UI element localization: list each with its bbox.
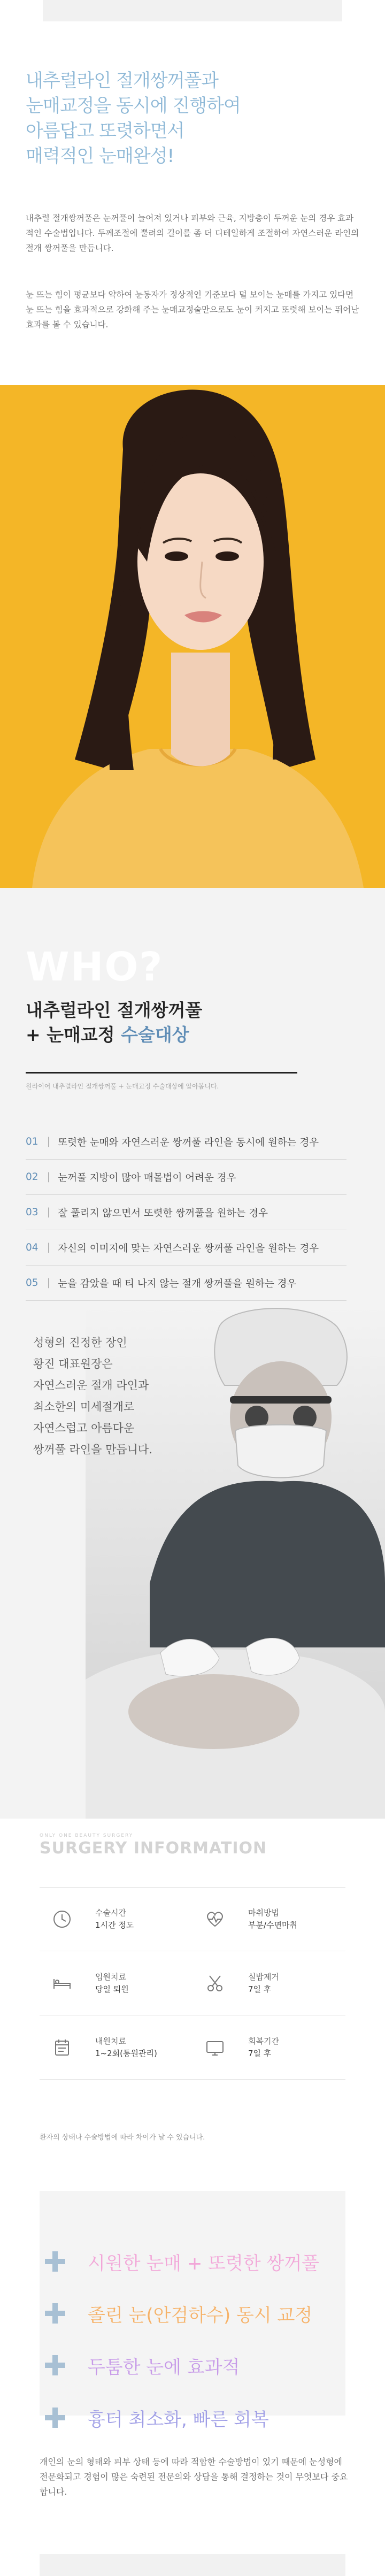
info-text (248, 2035, 279, 2060)
clock-icon (49, 1906, 75, 1932)
list-item-number: 03 (26, 1207, 38, 1218)
who-title: WHO? (26, 944, 164, 990)
who-subtitle-line-1: 내추럴라인 절개쌍꺼풀 (26, 1000, 203, 1021)
info-cell (40, 1951, 192, 2015)
quote-line-5: 자연스럽고 아름다운 (33, 1422, 135, 1435)
benefit-item-1 (45, 2242, 355, 2281)
quote-line-2: 황진 대표원장은 (33, 1358, 113, 1370)
list-item-number: 04 (26, 1242, 38, 1253)
scissors-icon (202, 1971, 228, 1996)
info-label: 내원치료 (95, 2036, 126, 2046)
intro-paragraph-1: 내추럴 절개쌍꺼풀은 눈꺼풀이 늘어져 있거나 피부와 근육, 지방층이 두꺼운 눈의 경우 효과적인 수술법입니다. 두께조절에 뿔려의 길이를 좀 더 디테일하게 조절하여 자연스러운 라인의 절개 쌍꺼풀을 만듭니다. (26, 213, 359, 253)
quote-line-6: 쌍꺼풀 라인을 만듭니다. (33, 1443, 152, 1456)
who-subtitle-prefix: + 눈매교정 (26, 1024, 121, 1045)
list-item-text: 자신의 이미지에 맞는 자연스러운 쌍꺼풀 라인을 원하는 경우 (58, 1243, 319, 1254)
headline-line-2: 눈매교정을 동시에 진행하여 (26, 95, 241, 117)
list-item (26, 1124, 346, 1160)
info-text (95, 2035, 157, 2060)
quote-line-3: 자연스러운 절개 라인과 (33, 1379, 149, 1392)
benefit-text: 흉터 최소화, 빠른 회복 (88, 2409, 269, 2431)
info-label: 회복기간 (248, 2036, 279, 2046)
list-item (26, 1266, 346, 1301)
info-row (40, 2015, 345, 2080)
info-cell (192, 1888, 345, 1951)
benefit-item-4 (45, 2398, 355, 2437)
info-cell (192, 1951, 345, 2015)
plus-icon (45, 2303, 65, 2324)
headline-line-3: 아름답고 또렷하면서 (26, 120, 184, 142)
who-subtitle (26, 998, 202, 1047)
benefit-text: 두툼한 눈에 효과적 (88, 2356, 240, 2378)
quote-line-1: 성형의 진정한 장인 (33, 1336, 127, 1349)
footer-text: 개인의 눈의 형태와 피부 상태 등에 따라 적합한 수술방법이 있기 때문에 눈성형에 전문화되고 경험이 많은 숙련된 전문의와 상담을 통해 결정하는 것이 무엇보다 중요합니다. (40, 2457, 348, 2497)
info-label: 실밥제거 (248, 1972, 279, 1982)
info-text (248, 1971, 279, 1996)
info-value: 부분/수면마취 (248, 1920, 297, 1930)
plus-icon (45, 2355, 65, 2375)
list-item (26, 1230, 346, 1266)
calendar-icon (49, 2035, 75, 2060)
headline-line-4: 매력적인 눈매완성! (26, 145, 174, 167)
info-cell (40, 1888, 192, 1951)
list-item (26, 1160, 346, 1195)
info-label: 마취방법 (248, 1908, 279, 1918)
info-cell (40, 2015, 192, 2079)
intro-headline (26, 68, 325, 169)
benefit-text: 시원한 눈매 + 또렷한 쌍꺼풀 (88, 2252, 320, 2274)
who-subtitle-line-2 (26, 1023, 202, 1047)
surgeon-quote (33, 1332, 172, 1460)
bottom-divider-bar (40, 2554, 345, 2576)
list-item (26, 1195, 346, 1230)
who-subtitle-accent: 수술대상 (121, 1024, 189, 1045)
info-row (40, 1951, 345, 2015)
info-text (95, 1971, 129, 1996)
monitor-icon (202, 2035, 228, 2060)
bed-icon (49, 1971, 75, 1996)
benefit-item-3 (45, 2346, 355, 2385)
list-separator: | (47, 1207, 51, 1218)
who-note: 원라이어 내추럴라인 절개쌍꺼풀 + 눈매교정 수술대상에 알아봅니다. (26, 1083, 219, 1090)
list-item-text: 또렷한 눈매와 자연스러운 쌍꺼풀 라인을 동시에 원하는 경우 (58, 1137, 319, 1148)
headline-line-1: 내추럴라인 절개쌍꺼풀과 (26, 70, 219, 91)
portrait-photo (0, 385, 385, 888)
top-divider-bar (43, 0, 342, 21)
info-text (95, 1907, 134, 1931)
benefit-item-2 (45, 2294, 355, 2333)
info-value: 당일 퇴원 (95, 1984, 129, 1994)
list-item-text: 눈꺼풀 지방이 많아 매몰법이 어려운 경우 (58, 1172, 236, 1184)
list-item-text: 눈을 감았을 때 티 나지 않는 절개 쌍꺼풀을 원하는 경우 (58, 1278, 297, 1290)
info-label: 입원치료 (95, 1972, 126, 1982)
surgery-info-grid (40, 1887, 345, 2080)
list-item-text: 잘 풀리지 않으면서 또렷한 쌍꺼풀을 원하는 경우 (58, 1207, 268, 1219)
info-text (248, 1907, 297, 1931)
woman-portrait-illustration (0, 385, 385, 888)
info-cell (192, 2015, 345, 2079)
info-value: 1~2회(통원관리) (95, 2048, 157, 2058)
list-separator: | (47, 1136, 51, 1147)
benefit-text: 졸린 눈(안검하수) 동시 교정 (88, 2304, 313, 2326)
list-item-number: 05 (26, 1277, 38, 1289)
surgery-eng-small: ONLY ONE BEAUTY SURGERY (40, 1833, 134, 1838)
info-row (40, 1887, 345, 1951)
intro-paragraph-2: 눈 뜨는 힘이 평균보다 약하여 눈동자가 정상적인 기준보다 덜 보이는 눈매를 가지고 있다면 눈 뜨는 힘을 효과적으로 강화해 주는 눈매교정술만으로도 눈이 커지고 또렷해 보이는 뛰어난 효과를 볼 수 있습니다. (26, 290, 359, 329)
list-item-number: 01 (26, 1136, 38, 1147)
list-separator: | (47, 1242, 51, 1253)
info-value: 7일 후 (248, 2048, 272, 2058)
who-candidate-list (26, 1124, 346, 1301)
info-value: 7일 후 (248, 1984, 272, 1994)
list-separator: | (47, 1277, 51, 1289)
surgery-eng-title: SURGERY INFORMATION (40, 1839, 267, 1858)
info-value: 1시간 정도 (95, 1920, 134, 1930)
info-label: 수술시간 (95, 1908, 126, 1918)
list-item-number: 02 (26, 1171, 38, 1183)
surgery-note: 환자의 상태나 수술방법에 따라 차이가 날 수 있습니다. (40, 2134, 205, 2142)
quote-line-4: 최소한의 미세절개로 (33, 1400, 135, 1413)
who-divider (26, 1072, 297, 1074)
plus-icon (45, 2408, 65, 2428)
heart-pulse-icon (202, 1906, 228, 1932)
plus-icon (45, 2251, 65, 2272)
list-separator: | (47, 1171, 51, 1183)
